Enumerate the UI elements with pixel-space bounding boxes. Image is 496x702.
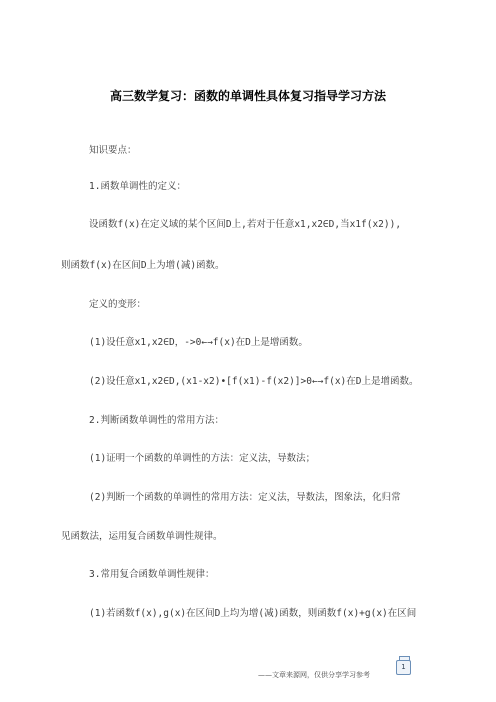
text-line: (1)若函数f(x),g(x)在区间D上均为增(减)函数，则函数f(x)+g(x)在区间 bbox=[89, 608, 417, 619]
text-line: (2)判断一个函数的单调性的常用方法：定义法，导数法，图象法，化归常 bbox=[89, 492, 401, 503]
footer-source-note: ——文章来源网，仅供分享学习参考 bbox=[258, 671, 370, 679]
text-line: 定义的变形： bbox=[89, 299, 147, 310]
text-line: (1)证明一个函数的单调性的方法：定义法，导数法； bbox=[89, 453, 316, 464]
text-line: (2)设任意x1,x2∈D,(x1-x2)•[f(x1)-f(x2)]>0←→f(x)在D上是增函数。 bbox=[89, 376, 419, 387]
text-line: 1.函数单调性的定义： bbox=[89, 181, 186, 192]
page-number-badge: 1 bbox=[396, 660, 411, 675]
text-line: 则函数f(x)在区间D上为增(减)函数。 bbox=[61, 260, 225, 271]
text-line: (1)设任意x1,x2∈D，->0←→f(x)在D上是增函数。 bbox=[89, 337, 308, 348]
page-title: 高三数学复习：函数的单调性具体复习指导学习方法 bbox=[109, 89, 386, 103]
text-line: 见函数法，运用复合函数单调性规律。 bbox=[61, 531, 223, 542]
text-line: 3.常用复合函数单调性规律： bbox=[89, 569, 215, 580]
text-line: 2.判断函数单调性的常用方法： bbox=[89, 415, 224, 426]
text-line: 知识要点： bbox=[89, 145, 137, 156]
text-line: 设函数f(x)在定义域的某个区间D上,若对于任意x1,x2∈D,当x1f(x2)), bbox=[89, 219, 402, 230]
